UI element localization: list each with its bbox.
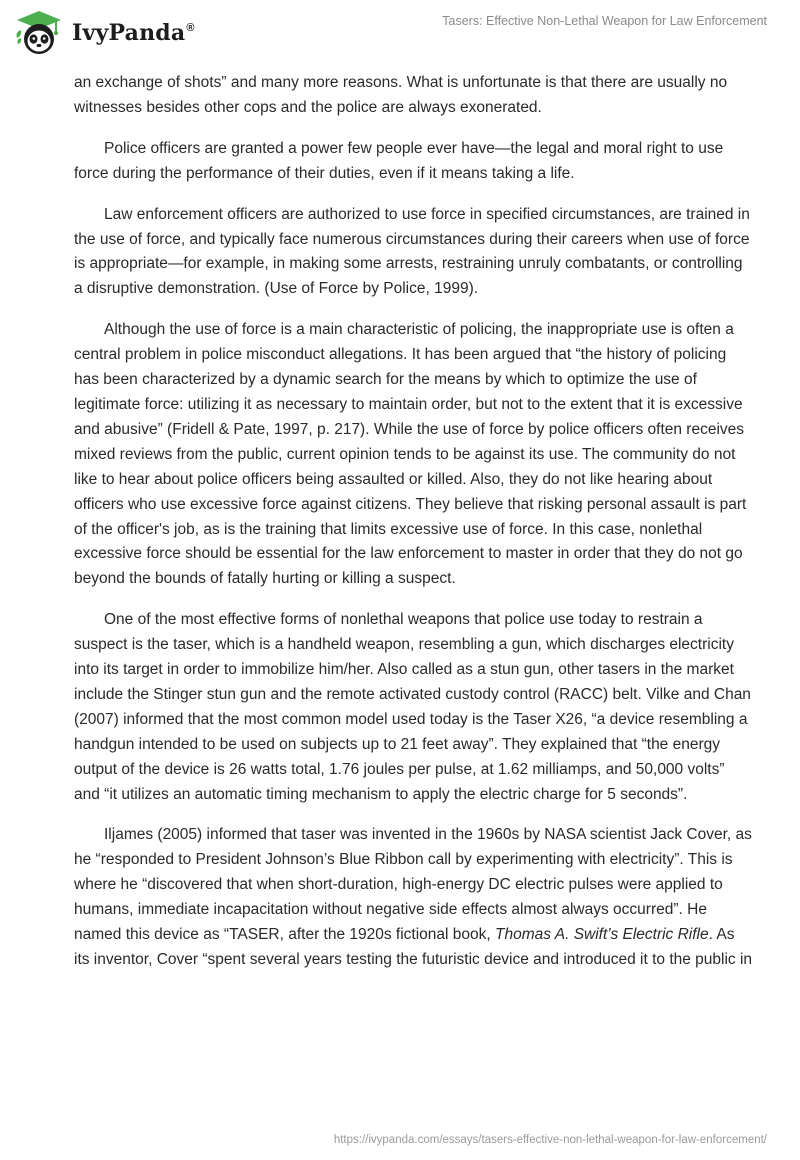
paragraph: Police officers are granted a power few people ever have—the legal and moral right to use force during the performance of their duties, even if it means taking a life. [74, 139, 724, 182]
panda-graduate-icon [14, 8, 64, 58]
paragraph-text-start: Iljames (2005) informed that taser was invented in the 1960s by NASA scientist Jack Cover, as he “responded to President Johnson’s Blue Ribbon call by experimenting with electricity”. This is where he “discovered that when short-duration, high-energy DC electric pulses were applied to humans, immediate incapacitation without negative side effects almost always occurred”. He named this device as “TASER, after the 1920s fictional book, [74, 826, 752, 944]
ivypanda-logo[interactable] [14, 8, 195, 58]
paragraph: Although the use of force is a main characteristic of policing, the inappropriate use is often a central problem in police misconduct allegations. It has been argued that “the history of policing has been characterized by a dynamic search for the means by which to optimize the use of legitimate force: utilizing it as necessary to maintain order, but not to the extent that it is excessive and abusive” (Fridell & Pate, 1997, p. 217). While the use of force by police officers often receives mixed reviews from the public, current opinion tends to be against its use. The community do not like to hear about police officers being assaulted or killed. Also, they do not like hearing about officers who use excessive force against citizens. They believe that risking personal assault is part of the officer's job, as is the training that limits excessive use of force. In this case, nonlethal excessive force should be essential for the law enforcement to master in order that they do not go beyond the bounds of fatally hurting or killing a suspect. [74, 321, 747, 588]
essay-body [74, 71, 754, 989]
registered-mark: ® [186, 22, 195, 34]
paragraph: Law enforcement officers are authorized to use force in specified circumstances, are trained in the use of force, and typically face numerous circumstances during their careers when use of force is appropriate—for example, in making some arrests, restraining unruly combatants, or controlling a disruptive demonstration. (Use of Force by Police, 1999). [74, 205, 750, 298]
book-title: Thomas A. Swift’s Electric Rifle [495, 926, 709, 944]
brand-name: IvyPanda® [72, 20, 195, 46]
paragraph-continuation: an exchange of shots” and many more reasons. What is unfortunate is that there are usually no witnesses besides other cops and the police are always exonerated. [74, 74, 728, 116]
page-header [0, 0, 800, 66]
paragraph-text-end: . As its inventor, Cover “spent several years testing the futuristic device and introduced it to the public in [74, 926, 753, 968]
paragraph-with-book-title [74, 823, 754, 972]
paragraph: One of the most effective forms of nonlethal weapons that police use today to restrain a suspect is the taser, which is a handheld weapon, resembling a gun, which discharges electricity into its target in order to immobilize him/her. Also called as a stun gun, other tasers in the market include the Stinger stun gun and the remote activated custody control (RACC) belt. Vilke and Chan (2007) informed that the most common model used today is the Taser X26, “a device resembling a handgun intended to be used on subjects up to 21 feet away”. They explained that “the energy output of the device is 26 watts total, 1.76 joules per pulse, at 1.62 milliamps, and 50,000 volts” and “it utilizes an automatic timing mechanism to apply the electric charge for 5 seconds”. [74, 611, 751, 803]
document-title: Tasers: Effective Non-Lethal Weapon for Law Enforcement [442, 14, 767, 28]
source-url[interactable]: https://ivypanda.com/essays/tasers-effective-non-lethal-weapon-for-law-enforcement/ [333, 1134, 767, 1146]
